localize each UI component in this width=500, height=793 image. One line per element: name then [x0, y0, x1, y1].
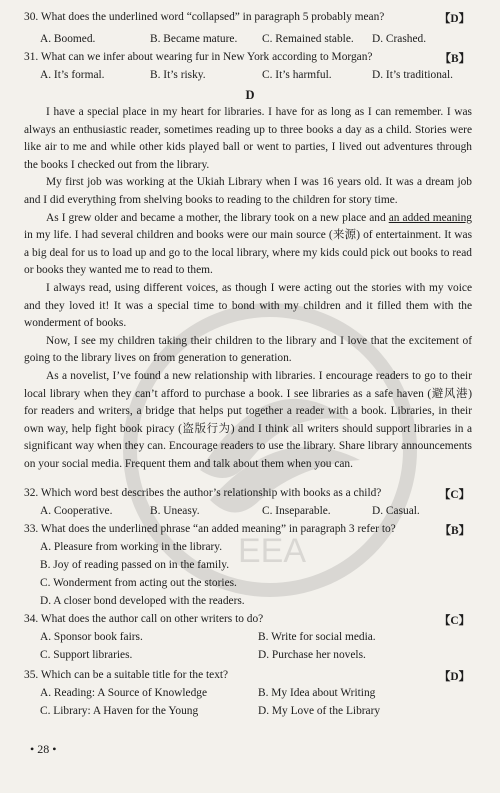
question-31-option-d: D. It’s traditional. [372, 69, 453, 81]
question-33-answer: 【B】 [439, 525, 470, 537]
paragraph-1: I have a special place in my heart for libraries. I have for as long as I can remember. I was always an enthusiastic reader, sometimes reading up to three books a day as a child. Stories were like air to me and while other kids played ball or went to parties, I lived out adventures through the books I checked out from the library. [24, 106, 472, 171]
question-32-answer: 【C】 [438, 489, 470, 501]
paragraph-3 [24, 210, 472, 280]
question-33-option-a: A. Pleasure from working in the library. [40, 541, 223, 553]
question-30-stem: 30. What does the underlined word “collapsed” in paragraph 5 probably mean? [24, 11, 385, 23]
section-heading: D [245, 88, 255, 102]
paragraph-4: I always read, using different voices, as though I were acting out the stories with my voice and they loved it! It was a special time to bond with my children and it filled them with the wonderment of books. [24, 281, 472, 330]
question-34-stem: 34. What does the author call on other writers to do? [24, 613, 264, 625]
paragraph-2: My first job was working at the Ukiah Library when I was 16 years old. It was a dream job and I did everything from shelving books to reading to the children for story time. [24, 176, 472, 206]
question-30-option-b: B. Became mature. [150, 33, 238, 45]
question-32-stem: 32. Which word best describes the author’s relationship with books as a child? [24, 487, 382, 499]
question-32-option-a: A. Cooperative. [40, 505, 113, 517]
question-30-option-d: D. Crashed. [372, 33, 427, 45]
question-31-option-a: A. It’s formal. [40, 69, 105, 81]
page-number: • 28 • [30, 742, 57, 756]
question-34-option-a: A. Sponsor book fairs. [40, 631, 143, 643]
question-34-option-b: B. Write for social media. [258, 631, 376, 643]
question-35-option-c: C. Library: A Haven for the Young [40, 705, 199, 717]
question-32-option-c: C. Inseparable. [262, 505, 331, 517]
paragraph-5: Now, I see my children taking their children to the library and I love that the excitement of going to the library lives on from generation to generation. [24, 334, 472, 365]
question-31-answer: 【B】 [439, 53, 470, 65]
watermark-text: EEA [238, 532, 307, 570]
question-31-option-c: C. It’s harmful. [262, 69, 332, 81]
question-34-answer: 【C】 [438, 615, 470, 627]
question-34-option-c: C. Support libraries. [40, 649, 133, 661]
question-34-option-d: D. Purchase her novels. [258, 649, 366, 661]
question-33-option-b: B. Joy of reading passed on in the family. [40, 559, 230, 571]
paragraph-3-end: in my life. I had several children and books were our main source (来源) of entertainment. It was a big deal for us to load up and go to the local library, where my kids could pick out books to read or books they wanted me to read to them. [24, 229, 472, 277]
question-35-option-a: A. Reading: A Source of Knowledge [40, 687, 208, 699]
question-31-stem: 31. What can we infer about wearing fur in New York according to Morgan? [24, 51, 373, 63]
question-32-option-b: B. Uneasy. [150, 505, 200, 517]
question-32-option-d: D. Casual. [372, 505, 420, 517]
question-35-option-b: B. My Idea about Writing [258, 687, 376, 699]
reading-passage [24, 104, 472, 473]
question-35-option-d: D. My Love of the Library [258, 705, 381, 717]
question-30-answer: 【D】 [438, 13, 470, 25]
paragraph-6: As a novelist, I’ve found a new relationship with libraries. I encourage readers to go to their local library when they can’t afford to purchase a book. I see libraries as a safe haven (避风港) for readers and writers, a bridge that helps put together a reader with a book. Libraries, in their own way, help fight book piracy (盗版行为) and I think all writers should support libraries in a significant way when they can. Encourage readers to use the library. Share library announcements on your social media. Frequent them and talk about them when you can. [24, 369, 472, 470]
question-31-option-b: B. It’s risky. [150, 69, 206, 81]
question-35-answer: 【D】 [438, 671, 470, 683]
question-33-option-c: C. Wonderment from acting out the stories. [40, 577, 237, 589]
question-35-stem: 35. Which can be a suitable title for the text? [24, 669, 229, 681]
question-33-option-d: D. A closer bond developed with the readers. [40, 595, 245, 607]
question-30-option-a: A. Boomed. [40, 33, 96, 45]
question-30-option-c: C. Remained stable. [262, 33, 354, 45]
paragraph-3-start: As I grew older and became a mother, the library took on a new place and [46, 211, 389, 224]
question-33-stem: 33. What does the underlined phrase “an added meaning” in paragraph 3 refer to? [24, 523, 396, 535]
underlined-phrase: an added meaning [388, 211, 472, 224]
